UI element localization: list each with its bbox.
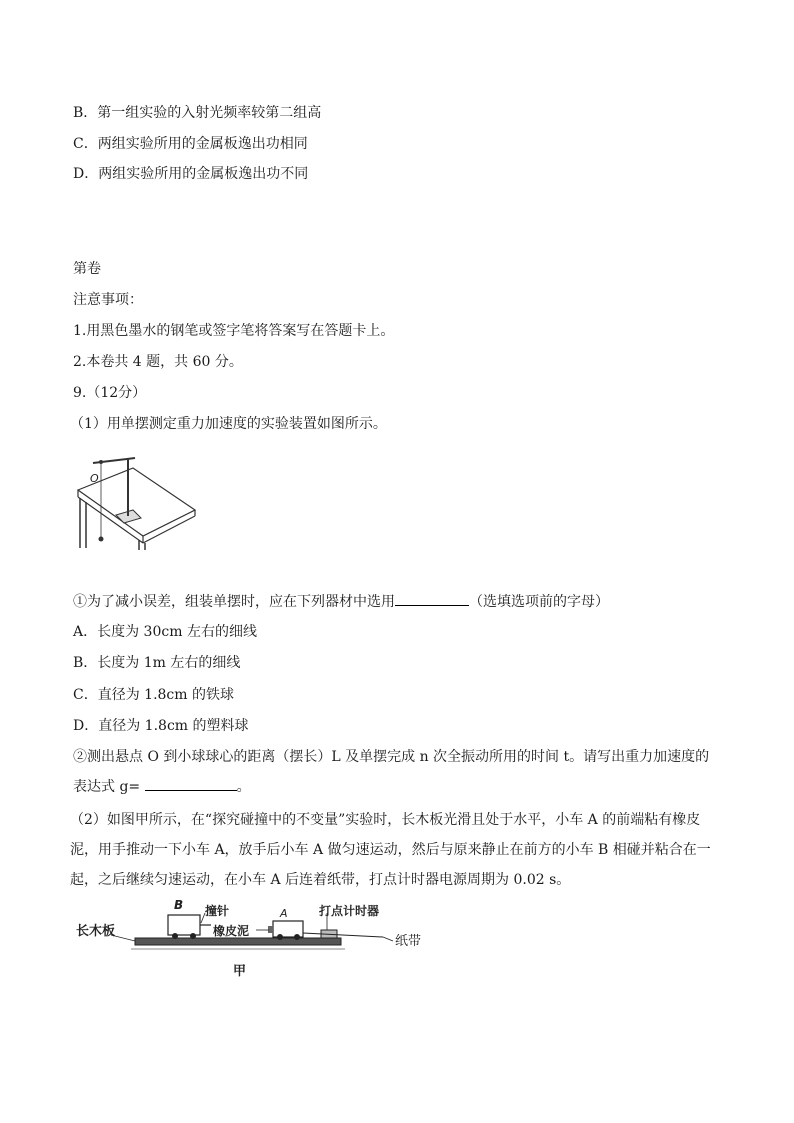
option-b-prev: B．第一组实验的入射光频率较第二组高: [73, 105, 322, 121]
q9-part1-intro: （1）用单摆测定重力加速度的实验装置如图所示。: [70, 416, 387, 432]
label-tape: 纸带: [395, 934, 422, 949]
option-d-prev: D．两组实验所用的金属板逸出功不同: [73, 166, 309, 182]
label-cart-b: B: [174, 898, 184, 912]
q9-sub1-text: ①为了减小误差，组装单摆时，应在下列器材中选用: [73, 594, 395, 610]
q9-option-d: D．直径为 1.8cm 的塑料球: [73, 718, 249, 734]
collision-figure: [73, 893, 443, 985]
notice-title: 注意事项：: [73, 292, 143, 308]
q9-sub1: [73, 591, 609, 612]
q9-sub2-text: ②测出悬点 O 到小球球心的距离（摆长）L 及单摆完成 n 次全振动所用的时间 t。请写出重力加速度的表达式 g=: [73, 749, 710, 795]
question-9-header: 9.（12分）: [73, 385, 147, 401]
q9-option-c: C．直径为 1.8cm 的铁球: [73, 687, 234, 703]
q9-part2: （2）如图甲所示，在“探究碰撞中的不变量”实验时，长木板光滑且处于水平，小车 A 的前端粘有橡皮泥，用手推动一下小车 A，放手后小车 A 做匀速运动，然后与原来静止在前方的小车 B 相碰并粘合在一起，之后继续匀速运动，在小车 A 后连着纸带，打点计时器电源周期为 0.02 s。: [70, 812, 711, 888]
answer-blank-2[interactable]: [145, 776, 237, 791]
notice-1: 1.用黑色墨水的钢笔或签字笔将答案写在答题卡上。: [73, 323, 395, 339]
answer-blank-1[interactable]: [395, 591, 469, 606]
q9-option-b: B．长度为 1m 左右的细线: [73, 655, 241, 671]
label-timer: 打点计时器: [319, 904, 380, 918]
point-o-label: O: [90, 472, 99, 485]
pendulum-figure: [73, 450, 198, 550]
notice-2: 2.本卷共 4 题，共 60 分。: [73, 354, 243, 370]
label-pin: 撞针: [205, 904, 230, 918]
label-cart-a: A: [280, 907, 288, 920]
q9-option-a: A．长度为 30cm 左右的细线: [73, 624, 257, 640]
label-clay: 橡皮泥: [213, 924, 250, 938]
option-c-prev: C．两组实验所用的金属板逸出功相同: [73, 136, 308, 152]
section-title: 第卷: [73, 261, 101, 277]
figure-caption: 甲: [233, 964, 247, 979]
q9-sub1-note: （选填选项前的字母）: [469, 594, 609, 610]
q9-sub2: [73, 742, 723, 802]
label-long-board: 长木板: [76, 924, 116, 939]
q9-sub2-end: 。: [236, 779, 251, 795]
